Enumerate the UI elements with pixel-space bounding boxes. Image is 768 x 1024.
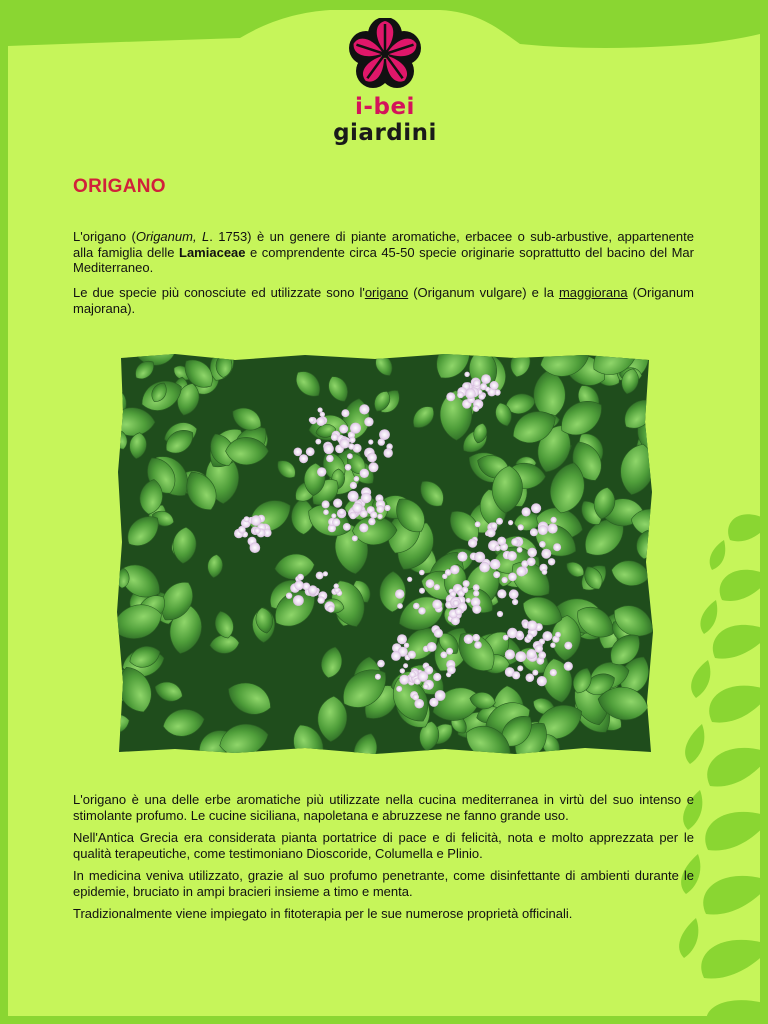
flower-shape	[377, 660, 385, 668]
flower-shape	[317, 596, 324, 603]
flower-shape	[427, 642, 437, 652]
flower-logo-icon	[300, 18, 470, 98]
flower-shape	[551, 517, 557, 523]
flower-shape	[238, 526, 246, 534]
flower-shape	[433, 673, 441, 681]
flower-shape	[508, 520, 513, 525]
flower-shape	[485, 387, 490, 392]
brand-name-part2: giardini	[333, 120, 437, 146]
flower-shape	[375, 674, 381, 680]
flower-shape	[434, 629, 443, 638]
body-paragraph-4: Tradizionalmente viene impiegato in fitoterapia per le sue numerose proprietà officinali.	[73, 906, 573, 921]
flower-shape	[497, 589, 506, 598]
flower-shape	[347, 453, 353, 459]
flower-shape	[432, 600, 442, 610]
flower-shape	[507, 551, 517, 561]
flower-shape	[294, 448, 303, 457]
flower-shape	[341, 409, 349, 417]
flower-shape	[472, 634, 480, 642]
flower-shape	[490, 381, 499, 390]
flower-shape	[399, 675, 409, 685]
flower-shape	[396, 686, 402, 692]
flower-shape	[370, 511, 377, 518]
flower-shape	[316, 572, 324, 580]
flower-shape	[334, 583, 339, 588]
flower-shape	[473, 584, 480, 591]
flower-shape	[403, 663, 408, 668]
flower-shape	[495, 545, 501, 551]
flower-shape	[553, 543, 561, 551]
flower-shape	[418, 671, 429, 682]
flower-shape	[338, 509, 345, 516]
flower-shape	[474, 552, 485, 563]
flower-shape	[447, 665, 456, 674]
flower-shape	[457, 392, 464, 399]
flower-shape	[419, 570, 425, 576]
flower-shape	[515, 651, 526, 662]
flower-shape	[361, 493, 372, 504]
flower-shape	[496, 518, 503, 525]
flower-shape	[481, 374, 491, 384]
flower-shape	[542, 569, 548, 575]
flower-shape	[550, 643, 555, 648]
flower-shape	[442, 574, 447, 579]
flower-shape	[503, 635, 509, 641]
flower-shape	[491, 522, 498, 529]
flower-shape	[423, 684, 429, 690]
flower-shape	[384, 505, 390, 511]
flower-shape	[548, 523, 558, 533]
flower-shape	[368, 439, 373, 444]
flower-shape	[530, 528, 538, 536]
flower-shape	[331, 513, 336, 518]
flower-shape	[473, 405, 480, 412]
flower-shape	[466, 598, 471, 603]
flower-shape	[526, 633, 533, 640]
intro-paragraph-2	[73, 285, 694, 316]
flower-shape	[455, 608, 462, 615]
intro-text: e comprendente circa 45-50 specie originarie soprattutto del bacino del Mar Mediterraneo.	[73, 244, 694, 275]
flower-shape	[418, 607, 425, 614]
flower-shape	[475, 521, 481, 527]
flower-shape	[378, 438, 385, 445]
flower-shape	[532, 670, 538, 676]
flower-shape	[517, 547, 523, 553]
intro-text: L'origano (	[73, 229, 136, 244]
scientific-name: Origanum, L	[135, 229, 210, 244]
flower-shape	[493, 571, 500, 578]
flower-shape	[446, 392, 455, 401]
flower-shape	[384, 448, 393, 457]
flower-shape	[407, 577, 412, 582]
flower-shape	[539, 541, 546, 548]
body-paragraph-3: In medicina veniva utilizzato, grazie al suo profumo penetrante, come disinfettante di ambienti durante le epidemie, bruciato in ampi bracieri insieme a timo e menta.	[73, 868, 694, 899]
flower-shape	[343, 523, 351, 531]
flower-shape	[512, 671, 520, 679]
flower-shape	[379, 429, 390, 440]
flower-shape	[349, 437, 355, 443]
flower-shape	[360, 469, 369, 478]
flower-shape	[450, 565, 459, 574]
flower-shape	[516, 631, 524, 639]
flower-shape	[326, 455, 334, 463]
flower-shape	[368, 518, 375, 525]
flower-shape	[339, 425, 348, 434]
page-title: ORIGANO	[73, 176, 166, 197]
flower-shape	[538, 525, 548, 535]
flower-shape	[318, 407, 323, 412]
flower-shape	[244, 516, 250, 522]
flower-shape	[315, 439, 321, 445]
flower-shape	[462, 587, 469, 594]
intro-text: . 1753) è un genere di piante aromatiche, erbacee o sub-arbustive, appartenente alla famiglia delle	[73, 229, 694, 260]
flower-shape	[464, 634, 474, 644]
flower-shape	[299, 454, 308, 463]
brand-name	[300, 94, 470, 146]
body-paragraph-1: L'origano è una delle erbe aromatiche più utilizzate nella cucina mediterranea in virtù del suo intenso e stimolante profumo. Le cucine siciliana, napoletana e abruzzese ne fanno grande uso.	[73, 792, 694, 823]
flower-shape	[527, 557, 536, 566]
flower-shape	[322, 500, 330, 508]
flower-shape	[254, 528, 260, 534]
flower-shape	[527, 620, 537, 630]
flower-shape	[324, 444, 334, 454]
flower-shape	[293, 595, 304, 606]
flower-shape	[465, 388, 476, 399]
flower-shape	[395, 589, 404, 598]
flower-shape	[548, 558, 555, 565]
flower-shape	[450, 591, 456, 597]
flower-shape	[332, 518, 340, 526]
flower-shape	[508, 573, 517, 582]
flower-shape	[517, 665, 523, 671]
flower-shape	[352, 535, 358, 541]
oregano-photo	[115, 352, 655, 756]
flower-shape	[348, 491, 359, 502]
flower-shape	[527, 649, 537, 659]
flower-shape	[354, 476, 360, 482]
flower-shape	[555, 632, 561, 638]
flower-shape	[531, 503, 541, 513]
flower-shape	[516, 567, 526, 577]
flower-shape	[376, 505, 384, 513]
flower-shape	[522, 507, 531, 516]
flower-shape	[294, 581, 304, 591]
flower-shape	[490, 559, 501, 570]
flower-shape	[429, 698, 438, 707]
flower-shape	[397, 634, 407, 644]
flower-shape	[359, 404, 369, 414]
flower-shape	[377, 514, 382, 519]
flower-shape	[537, 676, 547, 686]
family-name: Lamiaceae	[179, 244, 246, 260]
flower-shape	[306, 447, 315, 456]
flower-shape	[479, 562, 490, 573]
flower-shape	[472, 605, 481, 614]
flower-shape	[367, 453, 377, 463]
flower-shape	[409, 671, 415, 677]
flower-shape	[412, 694, 419, 701]
flower-shape	[333, 499, 342, 508]
flower-shape	[250, 542, 261, 553]
flower-shape	[308, 585, 317, 594]
flower-shape	[286, 593, 292, 599]
flower-shape	[564, 662, 573, 671]
flower-shape	[419, 588, 425, 594]
flower-shape	[364, 417, 373, 426]
flower-shape	[474, 641, 482, 649]
flower-shape	[391, 651, 401, 661]
flower-shape	[538, 651, 546, 659]
flower-shape	[473, 380, 480, 387]
flower-shape	[340, 439, 350, 449]
flower-shape	[350, 423, 361, 434]
flower-shape	[509, 589, 519, 599]
flower-shape	[468, 539, 477, 548]
flower-shape	[527, 548, 537, 558]
origano-link[interactable]: origano	[364, 285, 409, 300]
flower-shape	[397, 603, 403, 609]
maggiorana-link[interactable]: maggiorana	[558, 285, 628, 300]
body-paragraph-2: Nell'Antica Grecia era considerata pianta portatrice di pace e di felicità, nota e molto apprezzata per le qualità terapeutiche, come testimoniano Dioscoride, Columella e Plinio.	[73, 830, 694, 861]
brand-name-part1: i-bei	[355, 94, 415, 120]
flower-shape	[463, 580, 470, 587]
brand-logo[interactable]	[300, 18, 470, 146]
flower-shape	[464, 372, 469, 377]
flower-shape	[511, 538, 518, 545]
flower-shape	[345, 464, 352, 471]
intro-text: (Origanum vulgare) e la	[408, 285, 559, 300]
flower-shape	[317, 467, 326, 476]
flower-shape	[352, 503, 362, 513]
flower-shape	[349, 512, 356, 519]
intro-text: (Origanum majorana).	[73, 285, 695, 316]
flower-shape	[446, 648, 453, 655]
flower-shape	[316, 417, 325, 426]
intro-paragraph-1	[73, 229, 694, 276]
flower-shape	[512, 599, 518, 605]
flower-shape	[434, 584, 440, 590]
flower-shape	[473, 590, 479, 596]
flower-shape	[505, 649, 515, 659]
flower-shape	[526, 673, 535, 682]
flower-shape	[359, 523, 368, 532]
flower-shape	[541, 549, 551, 559]
flower-shape	[497, 537, 506, 546]
flower-shape	[426, 579, 435, 588]
flower-shape	[400, 668, 405, 673]
flower-shape	[518, 524, 524, 530]
flower-shape	[458, 552, 468, 562]
flower-shape	[327, 605, 334, 612]
flower-shape	[413, 603, 420, 610]
flower-shape	[309, 417, 315, 423]
flower-shape	[550, 669, 557, 676]
flower-shape	[369, 462, 379, 472]
flower-shape	[564, 642, 572, 650]
flower-shape	[502, 577, 508, 583]
flower-shape	[408, 651, 416, 659]
flower-shape	[251, 515, 262, 526]
flower-shape	[440, 652, 447, 659]
flower-shape	[323, 571, 328, 576]
flower-shape	[297, 574, 304, 581]
flower-shape	[542, 631, 552, 641]
flower-shape	[486, 528, 495, 537]
flower-shape	[350, 482, 357, 489]
flower-shape	[323, 509, 329, 515]
intro-text: Le due specie più conosciute ed utilizzate sono l'	[73, 285, 365, 300]
flower-shape	[497, 611, 503, 617]
